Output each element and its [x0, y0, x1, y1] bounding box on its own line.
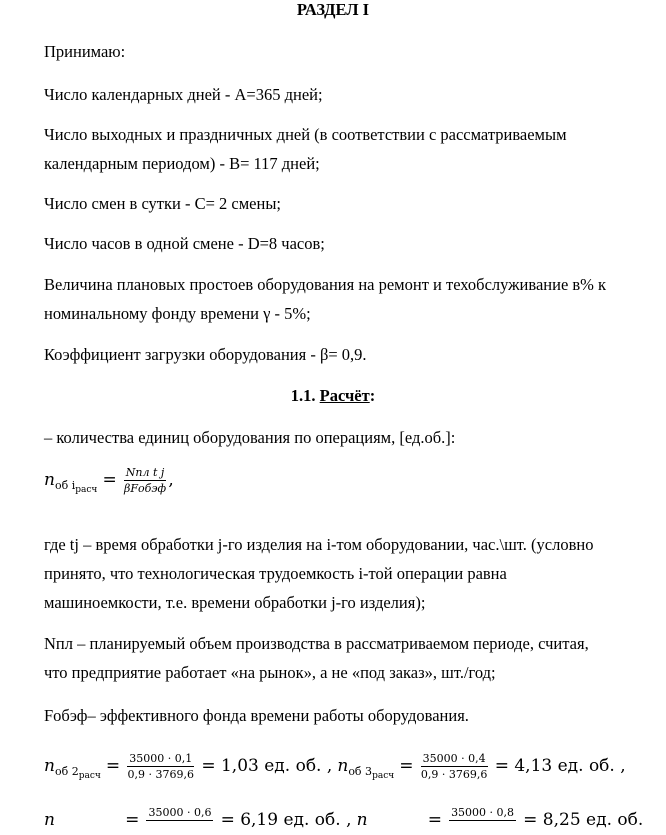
where-feff: Fобэф– эффективного фонда времени работы оборудования.: [44, 706, 469, 725]
calc-fraction-1: $\frac{35000 \cdot 0,1}{0,9 \cdot 3769,6}$: [127, 752, 194, 781]
calc-fraction-3: 35000 · 0,6: [148, 806, 212, 819]
where-tj-line3: машиноемкости, т.е. времени обработки j-го изделия);: [44, 593, 426, 612]
param-downtime-line1: Величина плановых простоев оборудования на ремонт и техобслуживание в% к: [44, 275, 607, 294]
where-npl-line2: что предприятие работает «на рынок», а не «под заказ», шт./год;: [44, 663, 496, 682]
param-calendar-days: Число календарных дней - A=365 дней;: [44, 85, 323, 104]
intro-text: – количества единиц оборудования по операциям, [ед.об.]:: [44, 428, 456, 447]
calc-fraction-4: 35000 · 0,8: [451, 806, 515, 819]
subsection-title: 1.1. Расчёт:: [290, 386, 376, 405]
param-holidays-line1: Число выходных и праздничных дней (в соответствии с рассматриваемым: [44, 125, 567, 144]
where-tj-line2: принято, что технологическая трудоемкость i-той операции равна: [44, 564, 507, 583]
where-npl-line1: Nпл – планируемый объем производства в рассматриваемом периоде, считая,: [44, 634, 589, 653]
where-tj-line1: где tj – время обработки j-го изделия на i-том оборудовании, час.\шт. (условно: [44, 535, 594, 554]
param-holidays-line2: календарным периодом) - B= 117 дней;: [44, 154, 320, 173]
param-hours: Число часов в одной смене - D=8 часов;: [44, 234, 325, 253]
param-shifts: Число смен в сутки - C= 2 смены;: [44, 194, 282, 213]
calc-fraction-2: $\frac{35000 \cdot 0,4}{0,9 \cdot 3769,6}$: [420, 752, 488, 781]
param-load-factor: Коэффициент загрузки оборудования - β= 0,9.: [44, 345, 367, 364]
formula-fraction: $\frac{\text{Nпл t j}}{\text{βFобэф}}$: [124, 466, 167, 495]
param-downtime-line2: номинальному фонду времени γ - 5%;: [44, 304, 311, 323]
accept-label: Принимаю:: [44, 42, 126, 61]
main-formula: $n_{об iрасч}$ = $\frac{\text{Nпл t j}}{\text{βFобэф}}$ ,: [44, 466, 174, 495]
calc-line-2-partial: n = 35000 · 0,6 = 6,19 ед. об. , n = 35000 · 0,8 = 8,25 ед. об.: [44, 806, 643, 835]
calc-line-1: $n_{об 2расч}$ = $\frac{35000 \cdot 0,1}{0,9 \cdot 3769,6}$ = 1,03 ед. об. , $n_{об 3расч}$ = $\frac{35000 \cdot 0,4}{0,9 \cdot 3769,6}$ = 4,13 ед. об. ,: [44, 752, 626, 781]
section-heading: РАЗДЕЛ I: [296, 0, 370, 19]
